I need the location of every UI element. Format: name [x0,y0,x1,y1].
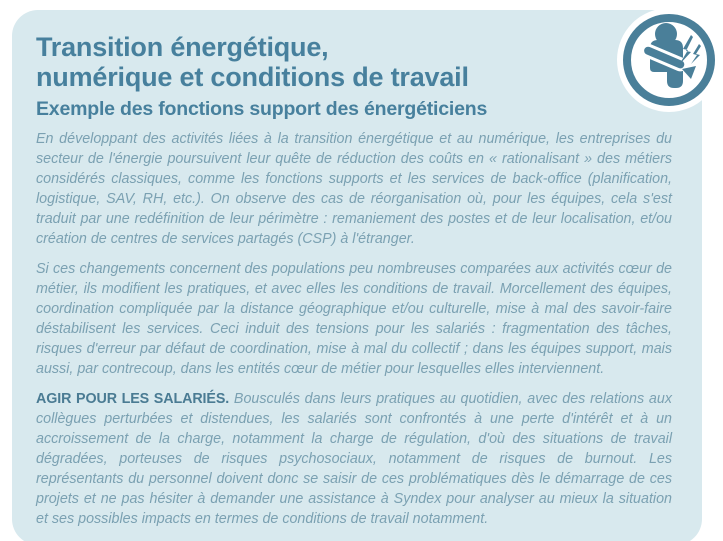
page-title [36,32,596,92]
back-pain-icon [617,8,721,112]
title-line-2: numérique et conditions de travail [36,62,469,92]
info-card [12,10,702,541]
paragraph-intro: En développant des activités liées à la transition énergétique et au numérique, les entreprises du secteur de l'énergie poursuivent leur quête de réduction des coûts en « rationalisant » des métiers considérés classiques, comme les fonctions supports et les services de back-office (planification, logistique, SAV, RH, etc.). On observe des cas de réorganisation où, pour les équipes, cela s'est traduit par une redéfinition de leur périmètre : remaniement des postes et de leur localisation, et/ou création de centres de services partagés (CSP) à l'étranger. [36,131,672,247]
paragraph-action [36,389,672,529]
paragraph-impacts: Si ces changements concernent des populations peu nombreuses comparées aux activités cœur de métier, ils modifient les pratiques, et avec elles les conditions de travail. Morcellement des équipes, coordination compliquée par la distance géographique et/ou culturelle, mise à mal des savoir-faire déstabilisent les services. Ceci induit des tensions pour les salariés : fragmentation des tâches, risques d'erreur par défaut de coordination, mise à mal du collectif ; dans les équipes support, mais aussi, par contrecoup, dans les entités cœur de métier pour lesquelles elles interviennent. [36,261,672,377]
page-subtitle: Exemple des fonctions support des énergéticiens [36,98,488,120]
paragraph-action-lead: AGIR POUR LES SALARIÉS. [36,391,230,407]
title-line-1: Transition énergétique, [36,32,329,62]
paragraph-action-text: Bousculés dans leurs pratiques au quotidien, avec des relations aux collègues perturbées et distendues, les salariés sont confrontés à une perte d'intérêt et à un accroissement de la charge, notamment la charge de régulation, d'où des situations de travail dégradées, porteuses de risques psychosociaux, notamment de risques de burnout. Les représentants du personnel doivent donc se saisir de ces problématiques dès le démarrage de ces projets et ne pas hésiter à demander une assistance à Syndex pour analyser au mieux la situation et ses possibles impacts en termes de conditions de travail notamment. [36,391,672,527]
